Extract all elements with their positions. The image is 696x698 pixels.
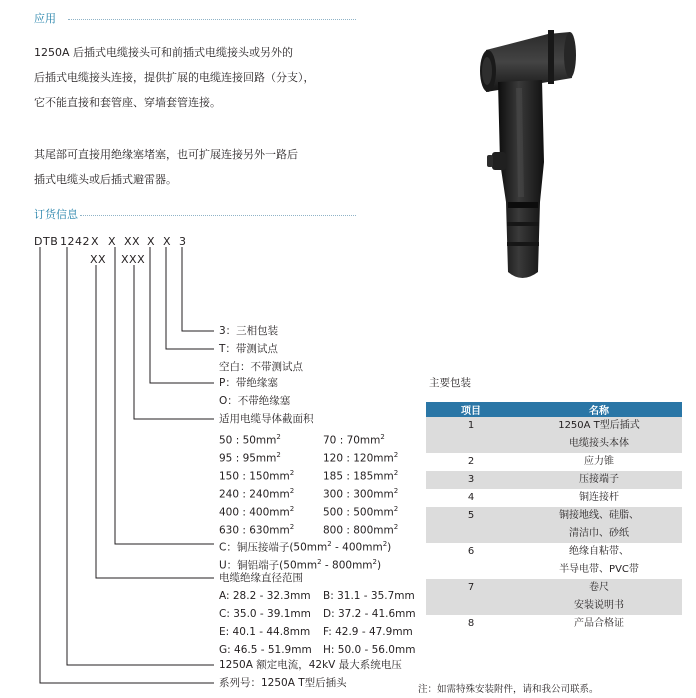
table-cell-no: 2 bbox=[467, 456, 475, 467]
label-without-plug: O：不带绝缘塞 bbox=[219, 395, 291, 407]
table-row bbox=[426, 417, 682, 435]
cross-section-item: 70 : $70mm^2$ bbox=[323, 433, 385, 447]
cross-section-item: 500 : $500mm^2$ bbox=[323, 505, 399, 519]
package-table-header bbox=[426, 402, 682, 417]
table-cell-name: 绝缘自粘带、 bbox=[569, 546, 629, 557]
order-code-sub-diameter: XX bbox=[90, 253, 107, 266]
diameter-item: B: 31.1 - 35.7mm bbox=[323, 590, 415, 602]
table-cell-no: 4 bbox=[467, 492, 475, 503]
label-cross-section: 适用电缆导体截面积 bbox=[219, 413, 314, 425]
table-cell-no: 1 bbox=[426, 417, 516, 453]
order-code-section: XX bbox=[124, 235, 141, 248]
diameter-item: H: 50.0 - 56.0mm bbox=[323, 644, 416, 656]
label-copper-terminal: C：铜压接端子$(50mm^2 - 400mm^2)$ bbox=[219, 540, 392, 554]
table-cell-name: 应力锥 bbox=[584, 456, 614, 467]
ordering-title: 订货信息 bbox=[34, 208, 78, 221]
table-cell-name: 铜接地线、硅脂、 bbox=[516, 507, 682, 525]
order-code-diameter: X bbox=[91, 235, 100, 248]
table-cell-no: 8 bbox=[467, 618, 475, 629]
label-with-plug: P：带绝缘塞 bbox=[219, 377, 278, 389]
label-rated-current: 1250A 额定电流，42kV 最大系统电压 bbox=[219, 659, 402, 671]
diameter-item: D: 37.2 - 41.6mm bbox=[323, 608, 416, 620]
order-code-sub-section: XXX bbox=[121, 253, 146, 266]
package-table bbox=[426, 402, 682, 633]
label-without-testpoint: 空白：不带测试点 bbox=[219, 361, 303, 373]
table-cell-no: 5 bbox=[426, 507, 516, 543]
table-cell-name: 压接端子 bbox=[516, 471, 682, 489]
cross-section-item: 120 : $120mm^2$ bbox=[323, 451, 399, 465]
diameter-item: F: 42.9 - 47.9mm bbox=[323, 626, 413, 638]
order-code-terminal: X bbox=[108, 235, 117, 248]
package-note: 注：如需特殊安装附件，请和我公司联系。 bbox=[418, 684, 599, 695]
order-code-testpoint: X bbox=[163, 235, 172, 248]
order-code-plug: X bbox=[147, 235, 156, 248]
paragraph-line: 1250A 后插式电缆接头可和前插式电缆接头或另外的 bbox=[34, 46, 294, 59]
label-three-phase: 3：三相包装 bbox=[219, 325, 279, 337]
paragraph-line: 其尾部可直接用绝缘塞堵塞，也可扩展连接另外一路后 bbox=[34, 148, 298, 161]
table-cell-no: 6 bbox=[467, 546, 475, 557]
package-title: 主要包装 bbox=[429, 377, 471, 389]
order-code-voltage: 1242 bbox=[60, 235, 90, 248]
cross-section-item: 95 : $95mm^2$ bbox=[219, 451, 281, 465]
diameter-item: G: 46.5 - 51.9mm bbox=[219, 644, 312, 656]
diameter-item: C: 35.0 - 39.1mm bbox=[219, 608, 311, 620]
application-title: 应用 bbox=[34, 12, 56, 25]
table-cell-name: 安装说明书 bbox=[516, 597, 682, 615]
cross-section-item: 185 : $185mm^2$ bbox=[323, 469, 399, 483]
paragraph-line: 后插式电缆接头连接，提供扩展的电缆连接回路（分支）， bbox=[34, 71, 315, 84]
column-header-name: 名称 bbox=[516, 402, 682, 417]
cross-section-item: 400 : $400mm^2$ bbox=[219, 505, 295, 519]
table-cell-name: 清洁巾、砂纸 bbox=[516, 525, 682, 543]
label-series: 系列号：1250A T型后插头 bbox=[219, 677, 347, 689]
cross-section-item: 50 : $50mm^2$ bbox=[219, 433, 281, 447]
cross-section-item: 300 : $300mm^2$ bbox=[323, 487, 399, 501]
table-cell-name: 铜连接杆 bbox=[579, 492, 619, 503]
diameter-item: A: 28.2 - 32.3mm bbox=[219, 590, 311, 602]
table-row bbox=[426, 471, 682, 489]
paragraph-line: 插式电缆头或后插式避雷器。 bbox=[34, 173, 177, 186]
cross-section-item: 150 : $150mm^2$ bbox=[219, 469, 295, 483]
table-cell-no: 7 bbox=[426, 579, 516, 615]
table-row bbox=[426, 489, 682, 507]
table-cell-name: 半导电带、PVC带 bbox=[559, 564, 639, 575]
table-cell-name: 产品合格证 bbox=[574, 618, 624, 629]
cross-section-item: 800 : $800mm^2$ bbox=[323, 523, 399, 537]
label-copper-aluminum-terminal: U：铜铝端子$(50mm^2 - 800mm^2)$ bbox=[219, 558, 382, 572]
label-with-testpoint: T：带测试点 bbox=[219, 343, 278, 355]
label-insulation-diameter: 电缆绝缘直径范围 bbox=[219, 572, 303, 584]
table-row bbox=[426, 615, 682, 633]
table-cell-name: 1250A T型后插式 bbox=[516, 417, 682, 435]
t-connector-product-image bbox=[478, 22, 578, 287]
table-row bbox=[426, 453, 682, 471]
table-row bbox=[426, 579, 682, 597]
table-cell-name: 卷尺 bbox=[516, 579, 682, 597]
table-cell-no: 3 bbox=[426, 471, 516, 489]
column-header-item: 项目 bbox=[426, 402, 516, 417]
cross-section-item: 240 : $240mm^2$ bbox=[219, 487, 295, 501]
cross-section-item: 630 : $630mm^2$ bbox=[219, 523, 295, 537]
table-cell-name: 电缆接头本体 bbox=[516, 435, 682, 453]
order-code-pack: 3 bbox=[179, 235, 187, 248]
table-row bbox=[426, 507, 682, 525]
paragraph-line: 它不能直接和套管座、穿墙套管连接。 bbox=[34, 96, 221, 109]
table-row bbox=[426, 543, 682, 561]
order-code-series: DTB bbox=[34, 235, 59, 248]
diameter-item: E: 40.1 - 44.8mm bbox=[219, 626, 311, 638]
